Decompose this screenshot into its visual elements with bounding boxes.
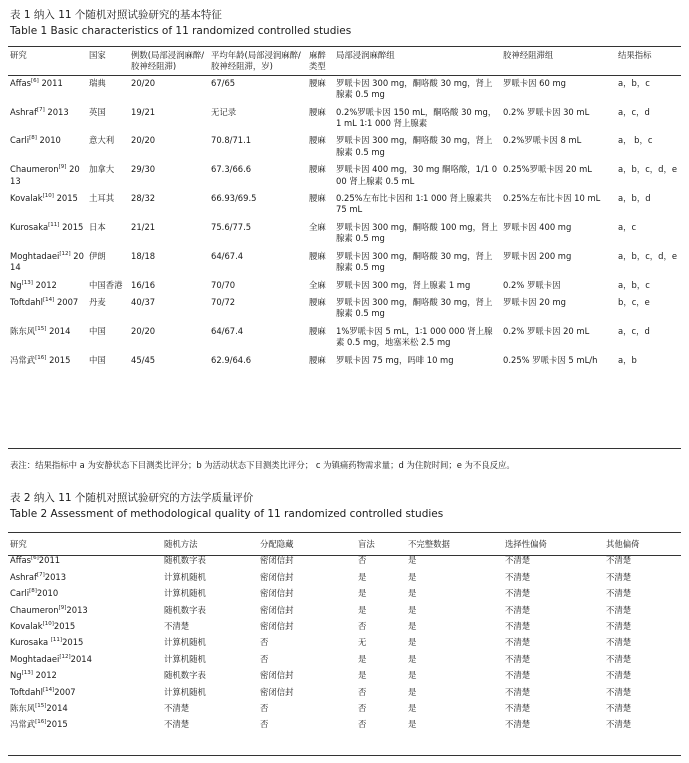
cell-outcome: a，b，c，d，e [618,164,678,175]
cell-other: 不清楚 [606,653,632,664]
cell-type: 腰麻 [309,354,326,365]
study-name: 冯常武 [10,719,36,730]
table1-caption-en: Table 1 Basic characteristics of 11 randomized controlled studies [10,25,352,37]
table2-header-row [8,536,681,552]
cell-fnb: 罗哌卡因 60 mg [503,77,566,88]
cell-country: 加拿大 [89,164,115,175]
study-ref: [7] [36,106,45,113]
cell-outcome: a，c，d [618,325,650,336]
cell-selective: 不清楚 [505,588,531,599]
cell-age: 64/67.4 [211,325,244,336]
cell-lia: 罗哌卡因 300 mg，酮咯酸 30 mg，肾上腺素 0.5 mg [336,135,493,157]
cell-conceal: 否 [260,719,269,730]
study-year: 2015 [46,354,71,365]
study-ref: [15] [35,325,47,332]
table-row [8,634,681,650]
table1-header-cell: 平均年龄(局部浸润麻醉/胶神经阻滞，岁) [211,50,301,72]
study-cell [8,294,87,323]
cell-selective: 不清楚 [505,686,531,697]
cell-selective: 不清楚 [505,703,531,714]
cell-age: 70/72 [211,296,236,307]
cell-n: 28/32 [131,193,156,204]
cell-lia: 罗哌卡因 300 mg，酮咯酸 30 mg，肾上腺素 0.5 mg [336,296,493,319]
table2-header-cell: 不完整数据 [408,539,450,549]
study-ref: [7] [36,572,45,579]
study-ref: [10] [42,193,54,200]
table-row [8,248,681,277]
table-row [8,618,681,634]
study-cell [8,277,87,294]
cell-conceal: 密闭信封 [260,555,294,566]
study-name: Kovalak [10,621,43,632]
study-year: 2012 [32,279,57,290]
study-year: 2013 [66,604,88,615]
cell-selective: 不清楚 [505,670,531,681]
cell-fnb: 罗哌卡因 20 mg [503,296,566,307]
table-row [8,716,681,732]
cell-age: 70/70 [211,279,236,290]
cell-conceal: 密闭信封 [260,686,294,697]
cell-type: 全麻 [309,221,326,232]
study-year: 2014 [46,703,68,714]
study-year: 2013 [44,106,69,117]
table-row [8,684,681,700]
study-cell [8,75,87,104]
cell-other: 不清楚 [606,588,632,599]
table-row [8,352,681,369]
table2 [8,536,681,733]
study-year: 2012 [32,670,57,681]
table-row [8,323,681,352]
table-row [8,104,681,133]
study-name: Carli [10,588,30,599]
study-ref: [16] [35,719,47,726]
cell-outcome: a，b [618,354,637,365]
table-row [8,132,681,161]
cell-incomplete: 是 [408,604,417,615]
study-year: 2015 [53,193,78,204]
cell-lia: 罗哌卡因 300 mg，酮咯酸 30 mg，肾上腺素 0.5 mg [336,77,493,100]
study-year: 2013 [44,571,67,582]
table-row [8,75,681,104]
cell-outcome: a，b，c [618,279,650,290]
table2-header-cell: 研究 [10,539,27,549]
cell-age: 无记录 [211,106,237,117]
cell-blind: 是 [358,670,367,681]
cell-outcome: a，b，c [618,77,650,88]
cell-selective: 不清楚 [505,621,531,632]
table1-header-rule [8,75,681,76]
cell-blind: 否 [358,621,367,632]
study-year: 2007 [54,296,79,307]
study-year: 2015 [53,621,76,632]
cell-blind: 否 [358,719,367,730]
cell-type: 腰麻 [309,296,326,307]
study-ref: [8] [29,588,37,595]
table1-header-cell: 麻醉类型 [309,50,326,72]
cell-other: 不清楚 [606,604,632,615]
table1-header-cell: 局部浸润麻醉组 [336,50,395,60]
table2-header-cell: 其他偏倚 [606,539,640,549]
table-row [8,277,681,294]
table-row [8,602,681,618]
cell-n: 16/16 [131,279,156,290]
study-cell [8,651,162,667]
study-ref: [12] [59,654,71,661]
cell-lia: 罗哌卡因 75 mg，吗啡 10 mg [336,354,454,365]
cell-country: 日本 [89,221,106,232]
study-name: Ng [10,279,22,290]
cell-blind: 无 [358,637,367,648]
cell-incomplete: 是 [408,621,417,632]
study-name: 陈东风 [10,325,36,336]
study-name: 陈东风 [10,703,36,714]
cell-other: 不清楚 [606,621,632,632]
table2-header-cell: 随机方法 [164,539,198,549]
cell-type: 腰麻 [309,325,326,336]
cell-age: 62.9/64.6 [211,354,252,365]
cell-selective: 不清楚 [505,555,531,566]
cell-country: 伊朗 [89,250,106,261]
cell-lia: 罗哌卡因 400 mg，30 mg 酮咯酸，1/1 000 肾上腺素 0.5 mL [336,164,498,186]
study-name: Moghtadaei [10,653,60,664]
cell-n: 40/37 [131,296,156,307]
cell-random: 计算机随机 [164,637,206,648]
study-cell [8,161,87,190]
cell-random: 计算机随机 [164,588,206,599]
cell-lia: 罗哌卡因 300 mg，酮咯酸 30 mg，肾上腺素 0.5 mg [336,250,493,273]
cell-conceal: 密闭信封 [260,604,294,615]
cell-country: 丹麦 [89,296,106,307]
cell-age: 70.8/71.1 [211,135,252,146]
cell-fnb: 0.2% 罗哌卡因 30 mL [503,106,590,117]
table1 [8,48,681,369]
study-cell [8,716,162,732]
cell-n: 29/30 [131,164,156,175]
cell-country: 意大利 [89,135,115,146]
cell-country: 土耳其 [89,193,115,204]
cell-n: 21/21 [131,221,156,232]
cell-fnb: 0.25%左布比卡因 10 mL [503,193,601,204]
study-ref: [10] [42,621,54,628]
cell-random: 不清楚 [164,621,190,632]
study-year: 2011 [38,555,61,566]
cell-random: 计算机随机 [164,653,206,664]
cell-age: 75.6/77.5 [211,221,252,232]
cell-random: 随机数字表 [164,670,206,681]
study-name: 冯常武 [10,354,36,365]
cell-fnb: 罗哌卡因 200 mg [503,250,572,261]
study-name: Kurosaka [10,637,51,648]
cell-other: 不清楚 [606,571,632,582]
table2-top-rule [8,532,681,533]
study-year: 2014 [10,250,84,273]
cell-incomplete: 是 [408,719,417,730]
cell-selective: 不清楚 [505,653,531,664]
cell-type: 全麻 [309,279,326,290]
table1-header-cell: 国家 [89,50,106,60]
cell-type: 腰麻 [309,106,326,117]
cell-lia: 0.25%左布比卡因和 1∶1 000 肾上腺素共 75 mL [336,193,492,215]
cell-blind: 是 [358,653,367,664]
table2-caption-en: Table 2 Assessment of methodological quality of 11 randomized controlled studies [10,508,444,520]
cell-conceal: 密闭信封 [260,588,294,599]
cell-conceal: 密闭信封 [260,670,294,681]
study-name: Chaumeron [10,604,59,615]
study-name: Ng [10,670,22,681]
cell-age: 66.93/69.5 [211,193,257,204]
study-name: Ashraf [10,571,37,582]
table1-header-row [8,48,681,75]
study-ref: [15] [35,703,47,710]
cell-age: 67.3/66.6 [211,164,252,175]
table1-header-cell: 例数(局部浸润麻醉/胶神经阻滞) [131,50,205,72]
study-name: Affas [10,77,31,88]
study-name: Kurosaka [10,221,49,232]
table-row [8,667,681,683]
study-ref: [12] [59,250,71,257]
table-row [8,585,681,601]
table2-header-cell: 分配隐藏 [260,539,294,549]
study-cell [8,104,87,133]
cell-outcome: a， b，c [618,135,653,146]
study-year: 2015 [59,221,84,232]
study-cell [8,248,87,277]
cell-conceal: 密闭信封 [260,571,294,582]
study-ref: [16] [35,354,47,361]
cell-fnb: 0.25% 罗哌卡因 5 mL/h [503,354,598,365]
cell-other: 不清楚 [606,719,632,730]
cell-random: 随机数字表 [164,604,206,615]
cell-blind: 否 [358,686,367,697]
cell-random: 不清楚 [164,703,190,714]
study-name: Moghtadaei [10,250,60,261]
table2-caption-cn: 表 2 纳入 11 个随机对照试验研究的方法学质量评价 [10,492,254,504]
study-year: 2014 [70,653,92,664]
cell-outcome: a，b，d [618,193,651,204]
study-ref: [14] [42,686,55,693]
cell-fnb: 罗哌卡因 400 mg [503,221,572,232]
study-name: Kovalak [10,193,43,204]
cell-n: 19/21 [131,106,156,117]
cell-outcome: a，c，d [618,106,650,117]
cell-other: 不清楚 [606,670,632,681]
study-cell [8,700,162,716]
study-year: 2015 [46,719,68,730]
cell-blind: 是 [358,588,367,599]
table1-note: 表注：结果指标中 a 为安静状态下目测类比评分；b 为活动状态下目测类比评分； c 为镇痛药物需求量；d 为住院时间；e 为不良反应。 [10,460,515,470]
cell-random: 不清楚 [164,719,190,730]
cell-country: 中国 [89,354,106,365]
study-year: 2013 [10,164,80,186]
cell-outcome: a，b，c，d，e [618,250,678,261]
table1-header-cell: 结果指标 [618,50,652,60]
study-cell [8,634,162,650]
cell-lia: 0.2%罗哌卡因 150 mL，酮咯酸 30 mg，1 mL 1∶1 000 肾上腺素 [336,106,497,129]
cell-random: 计算机随机 [164,571,206,582]
cell-conceal: 否 [260,653,269,664]
table2-header-rule [8,555,681,556]
cell-incomplete: 是 [408,588,417,599]
cell-incomplete: 是 [408,686,417,697]
study-year: 2011 [38,77,63,88]
study-cell [8,618,162,634]
study-cell [8,585,162,601]
study-year: 2015 [62,637,84,648]
table2-bottom-rule [8,755,681,756]
study-cell [8,667,162,683]
study-cell [8,132,87,161]
cell-incomplete: 是 [408,703,417,714]
study-ref: [14] [42,297,55,304]
cell-selective: 不清楚 [505,719,531,730]
cell-other: 不清楚 [606,637,632,648]
cell-lia: 罗哌卡因 300 mg，肾上腺素 1 mg [336,279,471,290]
table-row [8,569,681,585]
study-year: 2014 [46,325,71,336]
study-ref: [9] [58,604,67,611]
study-ref: [6] [31,555,39,562]
study-year: 2010 [36,135,61,146]
study-ref: [11] [48,222,60,229]
cell-selective: 不清楚 [505,571,531,582]
study-cell [8,190,87,219]
cell-outcome: b，c，e [618,296,650,307]
study-ref: [9] [58,164,67,171]
cell-conceal: 否 [260,637,269,648]
cell-random: 随机数字表 [164,555,206,566]
cell-lia: 1%罗哌卡因 5 mL，1∶1 000 000 肾上腺素 0.5 mg，地塞米松 2.5 mg [336,325,493,348]
study-ref: [11] [50,637,63,644]
cell-random: 计算机随机 [164,686,206,697]
cell-incomplete: 是 [408,571,417,582]
table1-caption-cn: 表 1 纳入 11 个随机对照试验研究的基本特征 [10,9,222,21]
cell-incomplete: 是 [408,653,417,664]
cell-type: 腰麻 [309,250,326,261]
cell-other: 不清楚 [606,703,632,714]
cell-incomplete: 是 [408,637,417,648]
cell-fnb: 0.2%罗哌卡因 8 mL [503,135,582,146]
cell-fnb: 0.2% 罗哌卡因 [503,279,561,290]
cell-selective: 不清楚 [505,637,531,648]
study-year: 2007 [54,686,76,697]
cell-country: 中国 [89,325,106,336]
cell-blind: 否 [358,555,367,566]
table-row [8,190,681,219]
cell-type: 腰麻 [309,193,326,204]
cell-country: 英国 [89,106,106,117]
study-name: Toftdahl [10,296,43,307]
cell-n: 20/20 [131,77,156,88]
table-row [8,294,681,323]
cell-fnb: 0.2% 罗哌卡因 20 mL [503,325,590,336]
table1-bottom-rule [8,448,681,449]
cell-age: 64/67.4 [211,250,244,261]
study-name: Ashraf [10,106,37,117]
study-ref: [13] [21,279,33,286]
table1-header-cell: 研究 [10,50,27,60]
study-name: Carli [10,135,30,146]
cell-country: 中国香港 [89,279,123,290]
study-cell [8,569,162,585]
table2-header-cell: 盲法 [358,539,375,549]
cell-country: 瑞典 [89,77,106,88]
study-year: 2010 [36,588,59,599]
cell-outcome: a，c [618,221,637,232]
cell-lia: 罗哌卡因 300 mg，酮咯酸 100 mg，肾上腺素 0.5 mg [336,221,498,244]
table1-header-cell: 胶神经阻滞组 [503,50,554,60]
cell-n: 20/20 [131,135,156,146]
cell-selective: 不清楚 [505,604,531,615]
study-cell [8,219,87,248]
table-row [8,219,681,248]
study-cell [8,684,162,700]
study-ref: [13] [21,670,33,677]
cell-n: 45/45 [131,354,156,365]
table2-body [8,552,681,732]
study-cell [8,323,87,352]
table-row [8,651,681,667]
table2-header-cell: 选择性偏倚 [505,539,547,549]
study-name: Toftdahl [10,686,43,697]
cell-n: 20/20 [131,325,156,336]
cell-blind: 是 [358,571,367,582]
cell-type: 腰麻 [309,164,326,175]
cell-fnb: 0.25%罗哌卡因 20 mL [503,164,592,175]
study-ref: [8] [29,135,37,142]
cell-age: 67/65 [211,77,236,88]
cell-n: 18/18 [131,250,156,261]
cell-incomplete: 是 [408,670,417,681]
cell-conceal: 否 [260,703,269,714]
cell-type: 腰麻 [309,135,326,146]
study-name: Chaumeron [10,164,59,175]
study-cell [8,602,162,618]
study-cell [8,352,87,369]
table-row [8,161,681,190]
study-ref: [6] [31,78,39,85]
cell-incomplete: 是 [408,555,417,566]
cell-blind: 否 [358,703,367,714]
cell-other: 不清楚 [606,686,632,697]
cell-conceal: 密闭信封 [260,621,294,632]
cell-other: 不清楚 [606,555,632,566]
table-row [8,700,681,716]
cell-blind: 是 [358,604,367,615]
study-name: Affas [10,555,31,566]
cell-type: 腰麻 [309,77,326,88]
table1-body [8,75,681,369]
